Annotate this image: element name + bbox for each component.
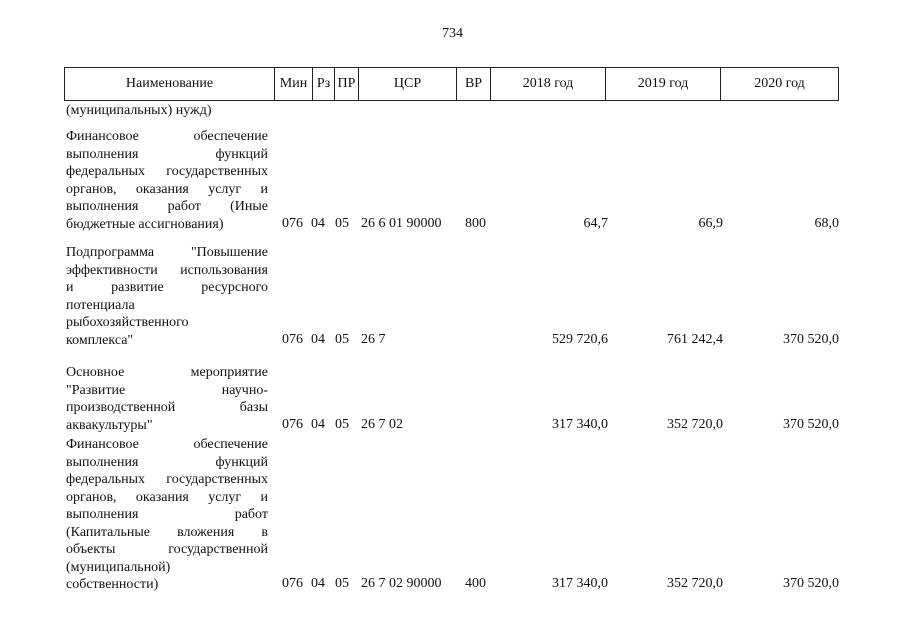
row-name-line: федеральных государственных (66, 164, 268, 179)
row-values (66, 576, 841, 594)
header-rz: Рз (313, 68, 335, 100)
header-min: Мин (275, 68, 313, 100)
row-values (66, 332, 841, 350)
cell-2019: 761 242,4 (667, 331, 723, 347)
cell-rz: 04 (311, 331, 325, 347)
row-name-line: собственности) (66, 577, 159, 592)
row-name-line: Основное мероприятие (66, 365, 268, 380)
row-name-line: и развитие ресурсного (66, 280, 268, 295)
row-values (66, 216, 841, 234)
row-name-line: федеральных государственных (66, 472, 268, 487)
row-name-line: Финансовое обеспечение (66, 129, 268, 144)
header-pr: ПР (335, 68, 359, 100)
cell-csr: 26 7 02 90000 (361, 576, 442, 591)
header-2020: 2020 год (754, 76, 805, 91)
continuation-text: (муниципальных) нужд) (66, 103, 212, 118)
cell-2019: 352 720,0 (667, 416, 723, 432)
cell-min: 076 (282, 331, 303, 347)
cell-min: 076 (282, 576, 303, 591)
cell-2018: 317 340,0 (552, 576, 608, 591)
cell-vr: 800 (465, 215, 486, 231)
row-name-line: аквакультуры" (66, 417, 153, 433)
row-name (66, 436, 268, 594)
cell-min: 076 (282, 215, 303, 231)
row-name-line: органов, оказания услуг и (66, 489, 268, 505)
header-csr: ЦСР (359, 68, 457, 100)
header-name: Наименование (65, 68, 275, 100)
cell-csr: 26 7 02 (361, 416, 403, 432)
cell-2020: 370 520,0 (783, 416, 839, 432)
row-name-line: выполнения работ (Иные (66, 199, 268, 214)
row-name-line: выполнения функций (66, 454, 268, 470)
row-name-line: рыбохозяйственного (66, 315, 189, 330)
cell-2018: 529 720,6 (552, 331, 608, 347)
row-name-line: эффективности использования (66, 262, 268, 278)
row-name-line: Финансовое обеспечение (66, 437, 268, 452)
page-number: 734 (442, 26, 463, 41)
cell-2020: 68,0 (814, 215, 839, 231)
row-name-line: потенциала (66, 297, 135, 313)
cell-min: 076 (282, 416, 303, 432)
header-2019: 2019 год (606, 68, 721, 100)
cell-pr: 05 (335, 331, 349, 347)
cell-2020: 370 520,0 (783, 331, 839, 347)
row-name-line: объекты государственной (66, 542, 268, 557)
cell-2018: 317 340,0 (552, 416, 608, 432)
cell-2019: 352 720,0 (667, 576, 723, 591)
header-vr: ВР (457, 68, 491, 100)
cell-2019: 66,9 (698, 215, 723, 231)
table-header (64, 67, 839, 101)
cell-2020: 370 520,0 (783, 576, 839, 591)
row-name-line: (муниципальной) (66, 559, 171, 575)
header-2018: 2018 год (491, 68, 606, 100)
cell-rz: 04 (311, 416, 325, 432)
row-name-line: бюджетные ассигнования) (66, 216, 224, 232)
row-values (66, 417, 841, 435)
row-name-line: производственной базы (66, 400, 268, 415)
cell-2018: 64,7 (583, 215, 608, 231)
row-name-line: Подпрограмма "Повышение (66, 245, 268, 260)
cell-rz: 04 (311, 576, 325, 591)
cell-pr: 05 (335, 215, 349, 231)
row-name-line: выполнения работ (66, 507, 268, 522)
row-name-line: комплекса" (66, 332, 134, 348)
cell-pr: 05 (335, 416, 349, 432)
cell-pr: 05 (335, 576, 349, 591)
row-name-line: "Развитие научно- (66, 382, 268, 398)
row-name-line: органов, оказания услуг и (66, 181, 268, 197)
row-name-line: (Капитальные вложения в (66, 524, 268, 540)
cell-csr: 26 6 01 90000 (361, 215, 442, 231)
cell-csr: 26 7 (361, 331, 386, 347)
cell-vr: 400 (465, 576, 486, 591)
row-name-line: выполнения функций (66, 146, 268, 162)
cell-rz: 04 (311, 215, 325, 231)
